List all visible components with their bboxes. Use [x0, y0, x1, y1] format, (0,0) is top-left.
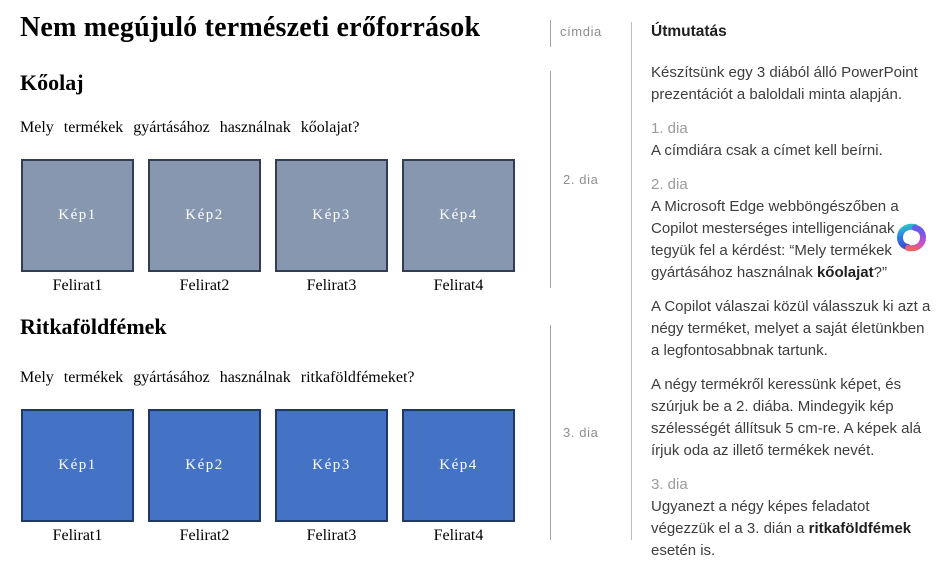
image-box	[21, 159, 134, 272]
document-title: Nem megújuló természeti erőforrások	[20, 12, 481, 43]
image-caption: Felirat4	[433, 277, 484, 294]
image-box-label: Kép3	[312, 207, 351, 223]
instruction-step-1	[651, 118, 933, 162]
image-box	[148, 159, 261, 272]
instruction-step-3	[651, 474, 933, 562]
step-label: 2. dia	[651, 176, 688, 193]
copilot-icon	[895, 222, 928, 253]
image-caption: Felirat2	[179, 527, 230, 544]
image-placeholder	[275, 159, 388, 295]
instruction-note-insert-images	[651, 374, 933, 462]
image-box	[402, 159, 515, 272]
image-box-label: Kép1	[58, 207, 97, 223]
section-heading-koolaj: Kőolaj	[20, 70, 84, 95]
slide-label-2-dia: 2. dia	[563, 172, 599, 187]
instructions-divider-line	[631, 22, 632, 540]
image-placeholder	[21, 159, 134, 295]
section-question-ritkafoldfemek: Mely termékek gyártásához használnak ritkaföldfémeket?	[20, 369, 415, 386]
slide-separator-line-title	[550, 20, 551, 47]
image-box-label: Kép3	[312, 457, 351, 473]
slide-separator-line-slide2	[550, 71, 551, 288]
image-box-label: Kép2	[185, 457, 224, 473]
step-body: A Microsoft Edge webböngészőben a Copilot mesterséges intelligenciának tegyük fel a kérdést: “Mely termékek gyártásához használnak kőolajat?”	[651, 198, 899, 281]
image-box	[148, 409, 261, 522]
image-placeholder	[402, 159, 515, 295]
image-row-koolaj	[21, 159, 515, 295]
slide-separator-line-slide3	[550, 325, 551, 540]
section-heading-ritkafoldfemek: Ritkaföldfémek	[20, 314, 167, 339]
image-box	[21, 409, 134, 522]
step-body: Ugyanezt a négy képes feladatot végezzük el a 3. dián a ritkaföldfémek esetén is.	[651, 498, 912, 559]
image-placeholder	[21, 409, 134, 545]
slide-label-3-dia: 3. dia	[563, 425, 599, 440]
step-body: A négy termékről keressünk képet, és szúrjuk be a 2. diába. Mindegyik kép szélességét állítsuk 5 cm-re. A képek alá írjuk oda az illető termékek nevét.	[651, 376, 922, 459]
instruction-note-copilot-answers	[651, 296, 933, 362]
image-placeholder	[275, 409, 388, 545]
image-caption: Felirat3	[306, 277, 357, 294]
instructions-heading: Útmutatás	[651, 23, 727, 40]
slide-label-cimdia: címdia	[560, 24, 602, 39]
image-box	[275, 409, 388, 522]
image-placeholder	[148, 409, 261, 545]
instructions-intro: Készítsünk egy 3 diából álló PowerPoint prezentációt a baloldali minta alapján.	[651, 64, 918, 103]
step-label: 3. dia	[651, 476, 688, 493]
image-placeholder	[402, 409, 515, 545]
image-box	[402, 409, 515, 522]
step-label: 1. dia	[651, 120, 688, 137]
section-question-koolaj: Mely termékek gyártásához használnak kőolajat?	[20, 119, 360, 136]
step-body: A címdiára csak a címet kell beírni.	[651, 142, 883, 159]
image-box-label: Kép1	[58, 457, 97, 473]
image-caption: Felirat1	[52, 277, 103, 294]
image-box-label: Kép2	[185, 207, 224, 223]
step-body: A Copilot válaszai közül válasszuk ki azt a négy terméket, melyet a saját életünkben a legfontosabbnak tartunk.	[651, 298, 931, 359]
instruction-step-2	[651, 174, 933, 284]
image-box-label: Kép4	[439, 207, 478, 223]
image-caption: Felirat3	[306, 527, 357, 544]
image-placeholder	[148, 159, 261, 295]
image-caption: Felirat1	[52, 527, 103, 544]
image-box	[275, 159, 388, 272]
instructions-panel	[651, 16, 933, 562]
image-caption: Felirat4	[433, 527, 484, 544]
image-caption: Felirat2	[179, 277, 230, 294]
image-row-ritkafoldfemek	[21, 409, 515, 545]
image-box-label: Kép4	[439, 457, 478, 473]
